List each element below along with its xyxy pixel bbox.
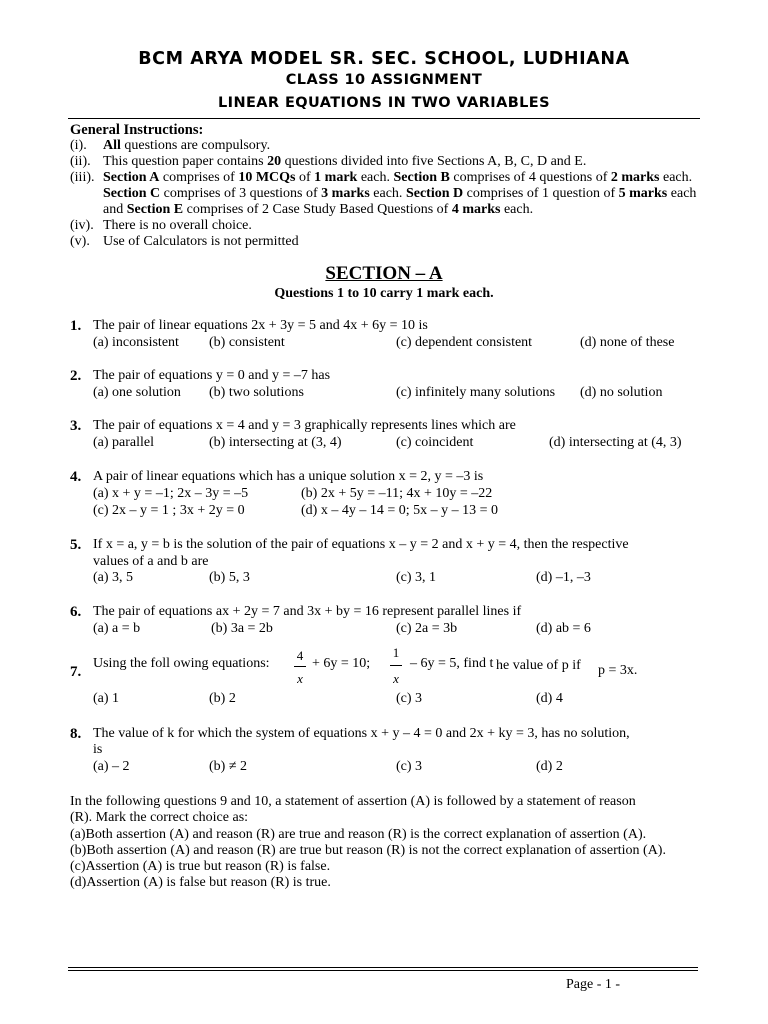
option-d: (d) intersecting at (4, 3) xyxy=(549,435,682,450)
topic-title: LINEAR EQUATIONS IN TWO VARIABLES xyxy=(218,95,550,111)
option-b: (b) consistent xyxy=(209,335,285,350)
instruction-item: (v). Use of Calculators is not permitted xyxy=(70,234,299,249)
option-d: (d) 4 xyxy=(536,691,563,706)
header-divider xyxy=(68,118,700,119)
instructions-title: General Instructions: xyxy=(70,122,204,138)
general-instructions xyxy=(70,122,710,250)
option-a: (a) inconsistent xyxy=(93,335,179,350)
option-d: (d) x – 4y – 14 = 0; 5x – y – 13 = 0 xyxy=(301,503,499,518)
fraction-denominator: x xyxy=(297,671,303,686)
option-c: (c) coincident xyxy=(396,435,474,450)
page-number: Page - 1 - xyxy=(566,977,621,992)
section-title: SECTION – A xyxy=(325,263,443,284)
option-c: (c) 2a = 3b xyxy=(396,621,458,636)
section-subtitle: Questions 1 to 10 carry 1 mark each. xyxy=(274,286,494,301)
question-7: 7. Using the foll owing equations: 4 x + 6y = 10; 1 x – 6y = 5, find t he value of p if p = 3x. (a) 1 (b) 2 (c) 3 (d) 4 xyxy=(70,645,638,706)
option-b: (b) 5, 3 xyxy=(209,570,250,585)
option-d: (d) 2 xyxy=(536,759,563,774)
fraction-numerator: 4 xyxy=(296,648,304,663)
fraction-numerator: 1 xyxy=(392,645,400,660)
assertion-reason-instructions xyxy=(70,794,730,892)
instruction-item: (ii). This question paper contains 20 questions divided into five Sections A, B, C, D and E. xyxy=(70,154,587,169)
option-a: (a) a = b xyxy=(93,621,141,636)
fraction-bar xyxy=(390,665,402,666)
assertion-line: In the following questions 9 and 10, a statement of assertion (A) is followed by a statement of reason xyxy=(70,794,636,809)
assignment-page: BCM ARYA MODEL SR. SEC. SCHOOL, LUDHIANA CLASS 10 ASSIGNMENT LINEAR EQUATIONS IN TWO VARIABLES General Instructions: (i). All questions are compulsory. (ii). This question paper contains 20 questions divided into five Sections A, B, C, D and E. (iii). Section A comprises of 10 MCQs of 1 mark each. Section B comprises of 4 questions of 2 marks each. Section C comprises of 3 questions of 3 marks each. Section D comprises of 1 question of 5 marks each and Section E comprises of 2 Case Study Based Questions of 4 marks each. (iv). There is no overall choice. (v). Use of Calculators is not permitted SECTION – A Questions 1 to 10 carry 1 mark each. 1. The pair of linear equations 2x + 3y = 5 and 4x + 6y = 10 is (a) inconsistent (b) consistent (c) dependent consistent (d) none of these 2. The pair of equations y = 0 and y = –7 has (a) one solution (b) two solutions (c) infinitely many solutions (d) no solution 3. The pair of equations x = 4 and y = 3 graphically represents lines which are (a) parallel (b) intersecting at (3, 4) (c) coincident (d) intersecting at (4, 3) 4. A pair of linear equations which has a unique solution x = 2, y = –3 is (a) x + y = –1; 2x – 3y = –5 (b) 2x + 5y = –11; 4x + 10y = –22 (c) 2x – y = 1 ; 3x + 2y = 0 (d) x – 4y – 14 = 0; 5x – y – 13 = 0 5. If x = a, y = b is the solution of the pair of equations x – y = 2 and x + y = 4, then the respective values of a and b are (a) 3, 5 (b) 5, 3 (c) 3, 1 (d) –1, –3 6. The pair of equations ax + 2y = 7 and 3x + by = 16 represent parallel lines if (a) a = b (b) 3a = 2b (c) 2a = 3b (d) ab = 6 7. Using the foll owing equations: 4 x + 6y = 10; 1 x – 6y = 5, find t he value of p if p = 3x. (a) 1 (b) 2 (c) 3 (d) 4 8. The value of k for which the system of equations x + y – 4 = 0 and 2x + ky = 3, has no solution, is (a) – 2 (b) ≠ 2 (c) 3 (d) 2 In the following questions 9 and 10, a statement of assertion (A) is followed by a statement of reason (R). Mark the correct choice as: (a)Both assertion (A) and reason (R) are true and reason (R) is the correct explanation of assertion (A). (b)Both assertion (A) and reason (R) are true but reason (R) is not the correct explanation of assertion (A). (c)Assertion (A) is true but reason (R) is false. (d)Assertion (A) is false but reason (R) is true. Page - 1 - xyxy=(0,0,768,1024)
option-d: (d) ab = 6 xyxy=(536,621,591,636)
school-name: BCM ARYA MODEL SR. SEC. SCHOOL, LUDHIANA xyxy=(138,49,630,69)
option-b: (b) ≠ 2 xyxy=(209,759,248,774)
option-b: (b) intersecting at (3, 4) xyxy=(209,435,342,450)
option-c: (c) infinitely many solutions xyxy=(396,385,556,400)
assertion-line: (d)Assertion (A) is false but reason (R) is true. xyxy=(70,875,331,891)
option-a: (a) one solution xyxy=(93,385,181,400)
option-a: (a) parallel xyxy=(93,435,155,450)
option-a: (a) – 2 xyxy=(93,759,130,774)
option-d: (d) no solution xyxy=(580,385,663,400)
option-a: (a) x + y = –1; 2x – 3y = –5 xyxy=(93,486,249,501)
option-b: (b) 2 xyxy=(209,691,236,706)
instruction-item: (iv). There is no overall choice. xyxy=(70,218,252,233)
assertion-line: (R). Mark the correct choice as: xyxy=(70,810,249,826)
option-c: (c) 2x – y = 1 ; 3x + 2y = 0 xyxy=(93,503,245,518)
option-b: (b) 2x + 5y = –11; 4x + 10y = –22 xyxy=(301,486,493,501)
option-a: (a) 3, 5 xyxy=(93,570,134,585)
option-d: (d) none of these xyxy=(580,335,675,350)
option-a: (a) 1 xyxy=(93,691,120,706)
fraction-bar xyxy=(294,666,306,667)
footer-divider xyxy=(68,970,698,971)
option-c: (c) 3, 1 xyxy=(396,570,437,585)
option-c: (c) 3 xyxy=(396,691,423,706)
instruction-item: (i). All questions are compulsory. xyxy=(70,138,271,153)
class-title: CLASS 10 ASSIGNMENT xyxy=(285,72,483,88)
option-b: (b) 3a = 2b xyxy=(211,621,273,636)
option-d: (d) –1, –3 xyxy=(536,570,591,585)
option-b: (b) two solutions xyxy=(209,385,304,400)
assertion-line: (c)Assertion (A) is true but reason (R) is false. xyxy=(70,859,331,875)
assertion-line: (a)Both assertion (A) and reason (R) are true and reason (R) is the correct explanation of assertion (A). xyxy=(70,826,647,842)
fraction-denominator: x xyxy=(393,671,399,686)
option-c: (c) 3 xyxy=(396,759,423,774)
footer-divider xyxy=(68,967,698,968)
option-c: (c) dependent consistent xyxy=(396,335,533,350)
assertion-line: (b)Both assertion (A) and reason (R) are true but reason (R) is not the correct explanation of assertion (A). xyxy=(70,842,666,858)
instruction-item: (iii). Section A comprises of 10 MCQs of 1 mark each. Section B comprises of 4 questions of 2 marks each. Section C comprises of 3 questions of 3 marks each. Section D comprises of 1 question of 5 marks each and Section E comprises of 2 Case Study Based Questions of 4 marks each. xyxy=(70,170,697,217)
